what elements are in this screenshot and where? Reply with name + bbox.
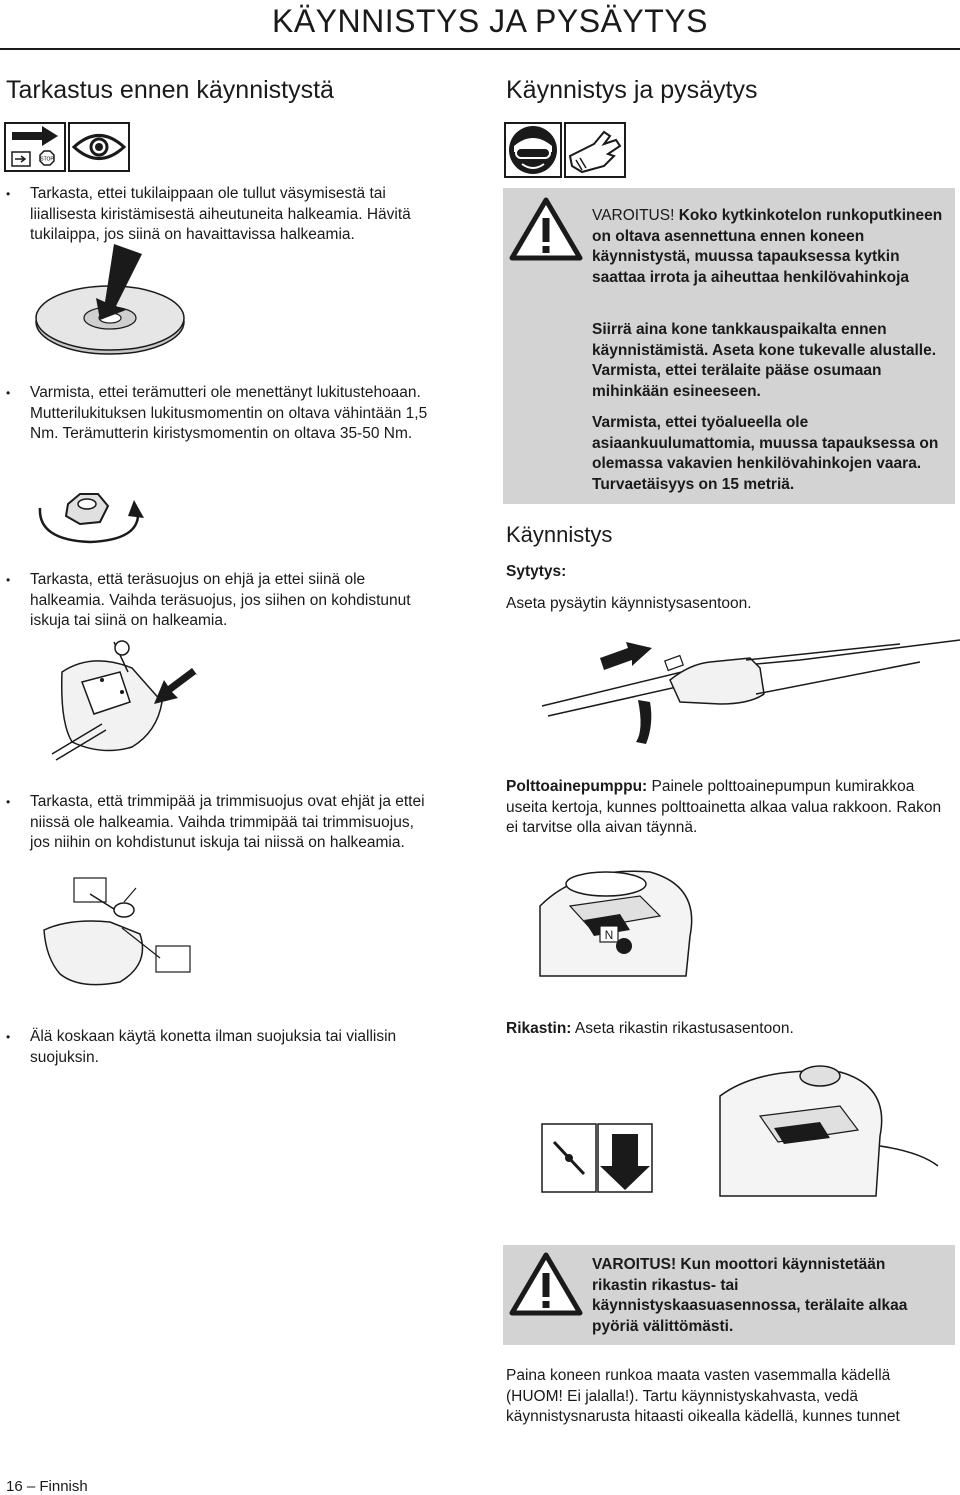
glove-icon xyxy=(564,122,626,178)
right-section-title: Käynnistys ja pysäytys xyxy=(506,76,758,104)
page-title: KÄYNNISTYS JA PYSÄYTYS xyxy=(271,3,708,39)
stop-switch-illustration xyxy=(540,620,960,750)
blade-guard-illustration xyxy=(42,632,222,762)
fuel-pump-illustration xyxy=(520,856,720,986)
ignition-label: Sytytys: xyxy=(506,563,567,580)
ignition-text: Aseta pysäytin käynnistysasentoon. xyxy=(506,595,752,612)
bullet-blade-guard: • Tarkasta, että teräsuojus on ehjä ja ettei siinä ole halkeamia. Vaihda teräsuojus, jos siihen on kohdistunut iskuja tai siinä on halkeamia. xyxy=(6,571,411,629)
stop-label: STOP xyxy=(40,156,54,163)
choke-illustration xyxy=(540,1056,940,1196)
warning-triangle-icon xyxy=(508,196,584,262)
manual-arrow-stop-icon xyxy=(4,122,66,172)
footer-dash: – xyxy=(26,1478,36,1495)
bullet-trimmer-head: • Tarkasta, että trimmipää ja trimmisuojus ovat ehjät ja ettei niissä ole halkeamia. Vaihda trimmipää tai trimmisuojus, jos niihin on kohdistunut iskuja tai niissä on halkeamia. xyxy=(6,793,425,851)
page-footer xyxy=(6,1478,88,1495)
fuel-pump-label: Polttoainepumppu: xyxy=(506,778,648,795)
warning-1-lead: VAROITUS! xyxy=(592,207,675,224)
helmet-protection-icon xyxy=(504,122,562,178)
fuel-pump-text: Polttoainepumppu: Painele polttoainepumpun kumirakkoa useita kertoja, kunnes polttoainetta alkaa valua rakkoon. Rakon ei tarvitse olla aivan täynnä. xyxy=(506,778,942,836)
support-flange-illustration xyxy=(30,240,200,360)
final-text: Paina koneen runkoa maata vasten vasemmalla kädellä (HUOM! Ei jalalla!). Tartu käynnistyskahvasta, vedä käynnistysnarusta hitaasti oikealla kädellä, kunnes tunnet xyxy=(506,1367,900,1425)
warning-triangle-icon-2 xyxy=(508,1251,584,1317)
bullet-never-without-guards: • Älä koskaan käytä konetta ilman suojuksia tai viallisin suojuksin. xyxy=(6,1028,397,1066)
warning-2-text: VAROITUS! Kun moottori käynnistetään rikastin rikastus- tai käynnistyskaasuasennossa, terälaite alkaa pyöriä välittömästi. xyxy=(592,1256,908,1335)
eye-icon xyxy=(68,122,130,172)
warning-1-paragraph-3: Varmista, ettei työalueella ole asiaankuulumattomia, muussa tapauksessa on olemassa vakavien henkilövahinkojen vaara. Turvaetäisyys on 15 metriä. xyxy=(592,414,939,493)
page-number: 16 xyxy=(6,1478,23,1495)
warning-1-paragraph-2: Siirrä aina kone tankkauspaikalta ennen käynnistämistä. Aseta kone tukevalle alustalle. Varmista, ettei terälaite pääse osumaan mihinkään esineeseen. xyxy=(592,321,937,400)
n-label: N xyxy=(604,928,614,942)
left-section-title: Tarkastus ennen käynnistystä xyxy=(6,76,334,104)
footer-language: Finnish xyxy=(39,1478,88,1495)
page-header xyxy=(0,0,960,50)
blade-nut-illustration xyxy=(30,478,150,550)
choke-label: Rikastin: xyxy=(506,1020,572,1037)
bullet-support-flange: • Tarkasta, ettei tukilaippaan ole tullut väsymisestä tai liiallisesta kiristämisestä aiheutuneita halkeamia. Hävitä tukilaippa, jos siinä on havaittavissa halkeamia. xyxy=(6,185,411,243)
start-section-title: Käynnistys xyxy=(506,522,613,547)
bullet-blade-nut: • Varmista, ettei terämutteri ole menettänyt lukitustehoaan. Mutterilukituksen lukitusmomentin on oltava vähintään 1,5 Nm. Terämutterin kiristysmomentin on oltava 35-50 Nm. xyxy=(6,384,428,442)
trimmer-head-illustration xyxy=(40,874,220,994)
choke-text: Rikastin: Aseta rikastin rikastusasentoon. xyxy=(506,1020,794,1037)
warning-1-text: VAROITUS! Koko kytkinkotelon runkoputkineen on oltava asennettuna ennen koneen käynnistystä, muussa tapauksessa kytkin saattaa irrota ja aiheuttaa henkilövahinkoja xyxy=(592,207,943,286)
